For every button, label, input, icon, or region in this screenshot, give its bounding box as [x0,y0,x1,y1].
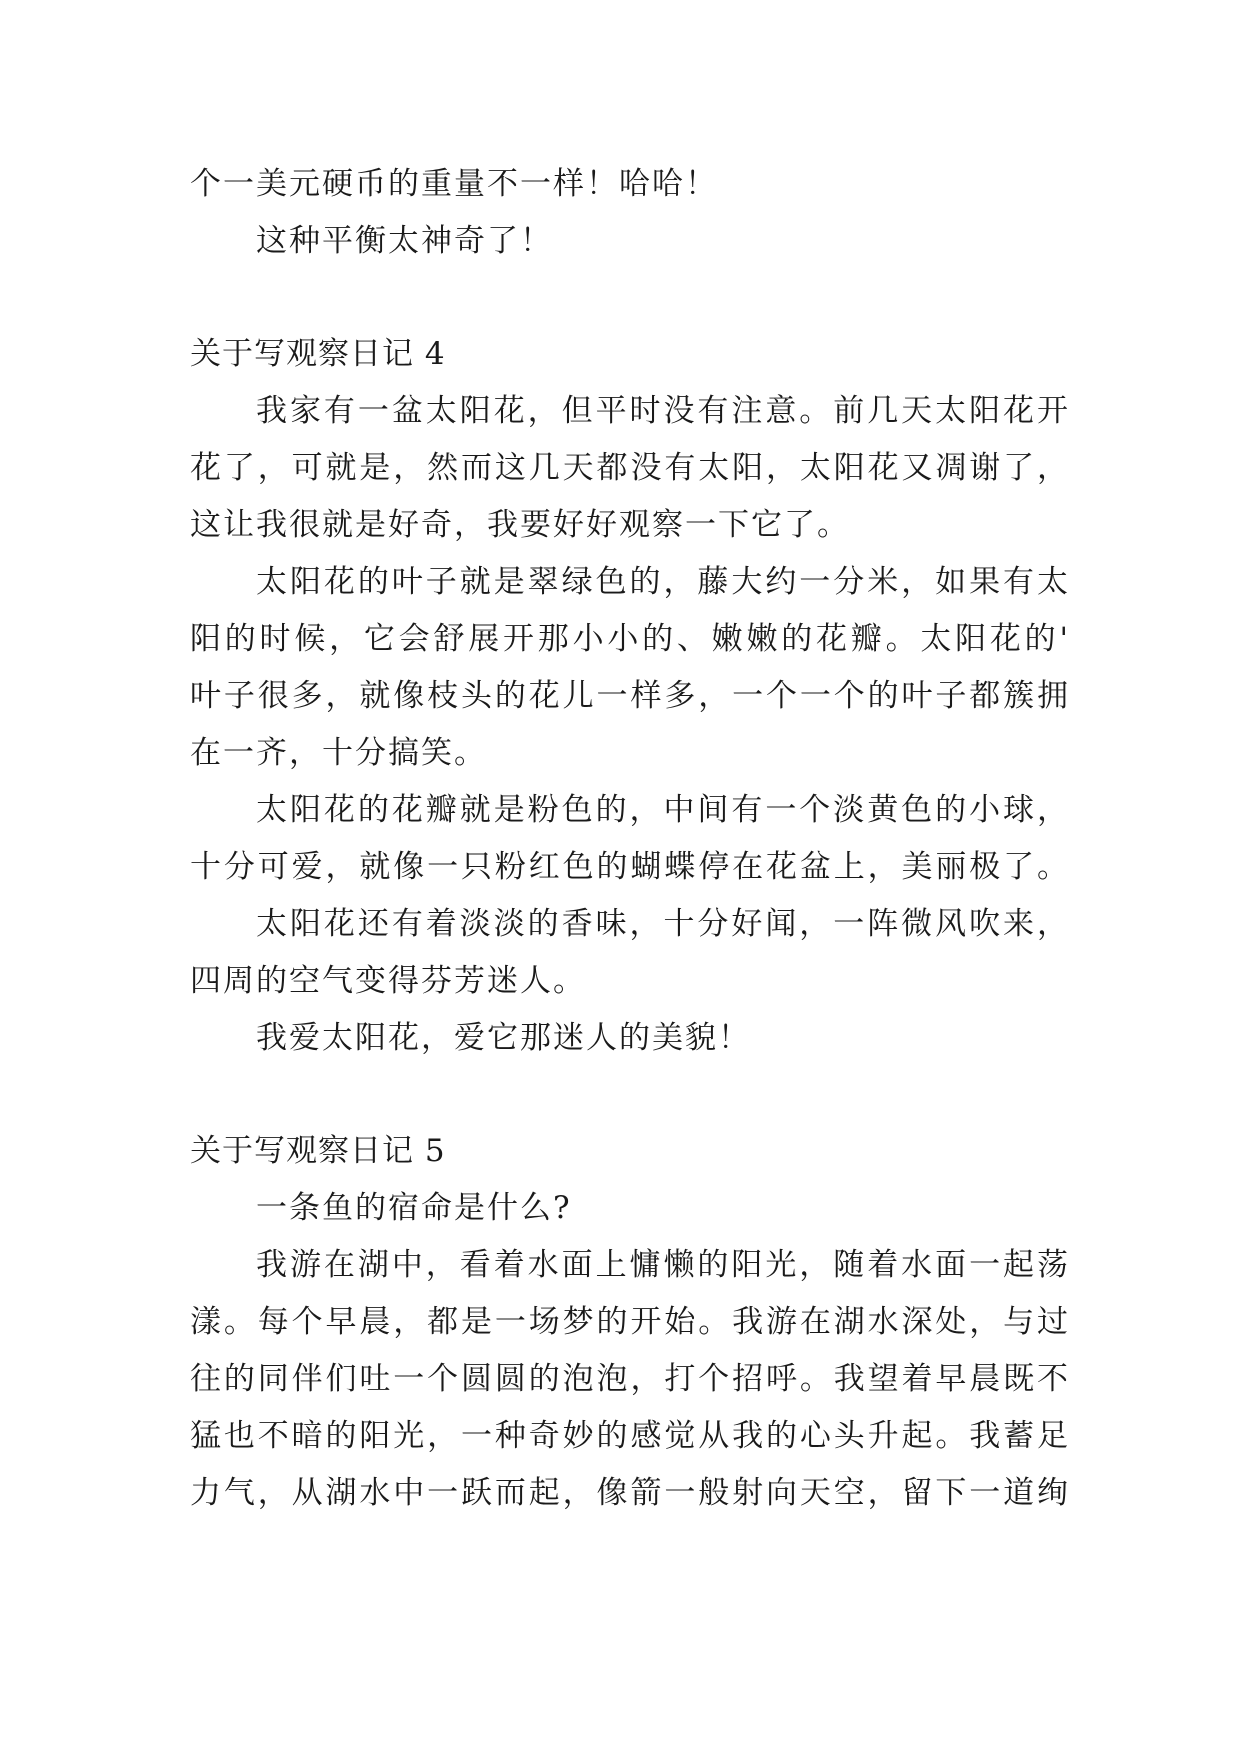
paragraph-line: 十分可爱，就像一只粉红色的蝴蝶停在花盆上，美丽极了。 [190,849,1070,885]
paragraph-line: 力气，从湖水中一跃而起，像箭一般射向天空，留下一道绚 [190,1475,1070,1511]
paragraph-line: 叶子很多，就像枝头的花儿一样多，一个一个的叶子都簇拥 [190,678,1070,714]
paragraph-line: 花了，可就是，然而这几天都没有太阳，太阳花又凋谢了， [190,450,1070,486]
paragraph-line: 四周的空气变得芬芳迷人。 [190,963,586,999]
paragraph-line: 猛也不暗的阳光，一种奇妙的感觉从我的心头升起。我蓄足 [190,1418,1070,1454]
paragraph-line: 太阳花还有着淡淡的香味，十分好闻，一阵微风吹来， [256,906,1070,942]
paragraph-line: 一条鱼的宿命是什么? [256,1190,572,1226]
paragraph-line: 个一美元硬币的重量不一样！哈哈！ [190,166,718,202]
paragraph-line: 这让我很就是好奇，我要好好观察一下它了。 [190,507,850,543]
paragraph-line: 往的同伴们吐一个圆圆的泡泡，打个招呼。我望着早晨既不 [190,1361,1070,1397]
paragraph-line: 这种平衡太神奇了！ [256,223,553,259]
section-heading-5: 关于写观察日记 5 [190,1133,446,1169]
paragraph-line: 太阳花的花瓣就是粉色的，中间有一个淡黄色的小球， [256,792,1070,828]
paragraph-line: 太阳花的叶子就是翠绿色的，藤大约一分米，如果有太 [256,564,1070,600]
paragraph-line: 阳的时候，它会舒展开那小小的、嫩嫩的花瓣。太阳花的' [190,621,1070,657]
paragraph-line: 在一齐，十分搞笑。 [190,735,487,771]
section-heading-4: 关于写观察日记 4 [190,336,446,372]
paragraph-line: 我爱太阳花，爱它那迷人的美貌！ [256,1020,751,1056]
paragraph-line: 我游在湖中，看着水面上慵懒的阳光，随着水面一起荡 [256,1247,1070,1283]
paragraph-line: 我家有一盆太阳花，但平时没有注意。前几天太阳花开 [256,393,1070,429]
paragraph-line: 漾。每个早晨，都是一场梦的开始。我游在湖水深处，与过 [190,1304,1070,1340]
